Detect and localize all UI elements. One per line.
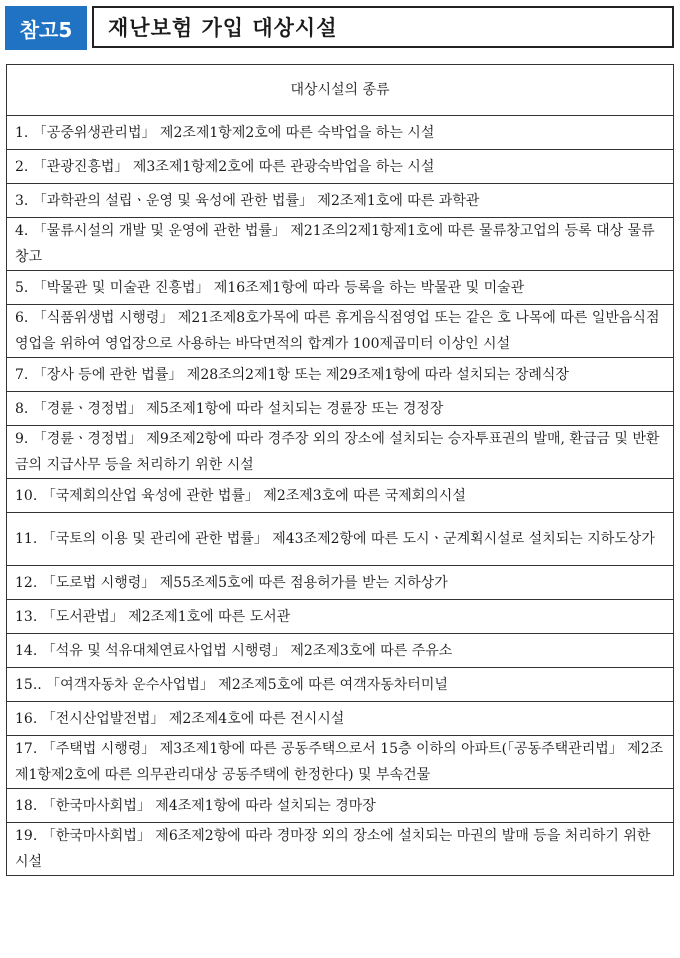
row-text: 12. 「도로법 시행령」 제55조제5호에 따른 점용허가를 받는 지하상가 [7, 566, 674, 600]
row-text: 6. 「식품위생법 시행령」 제21조제8호가목에 따른 휴게음식점영업 또는 같은 호 나목에 따른 일반음식점영업을 위하여 영업장으로 사용하는 바닥면적의 합계가 100제곱미터 이상인 시설 [7, 305, 674, 358]
table-row [7, 150, 674, 184]
row-text: 16. 「전시산업발전법」 제2조제4호에 따른 전시시설 [7, 702, 674, 736]
table-row [7, 823, 674, 876]
table-row [7, 218, 674, 271]
row-text: 18. 「한국마사회법」 제4조제1항에 따라 설치되는 경마장 [7, 789, 674, 823]
table-row [7, 426, 674, 479]
column-header: 대상시설의 종류 [7, 65, 674, 116]
page-header [5, 6, 676, 50]
table-row [7, 634, 674, 668]
row-text: 17. 「주택법 시행령」 제3조제1항에 따른 공동주택으로서 15층 이하의 아파트(「공동주택관리법」 제2조제1항제2호에 따른 의무관리대상 공동주택에 한정한다) 및 부속건물 [7, 736, 674, 789]
table-header-row [7, 65, 674, 116]
table-row [7, 358, 674, 392]
facility-table [6, 64, 674, 876]
row-text: 2. 「관광진흥법」 제3조제1항제2호에 따른 관광숙박업을 하는 시설 [7, 150, 674, 184]
row-text: 15.. 「여객자동차 운수사업법」 제2조제5호에 따른 여객자동차터미널 [7, 668, 674, 702]
row-text: 3. 「과학관의 설립ㆍ운영 및 육성에 관한 법률」 제2조제1호에 따른 과학관 [7, 184, 674, 218]
reference-badge: 참고5 [5, 6, 87, 50]
table-row [7, 566, 674, 600]
table-row [7, 271, 674, 305]
table-row [7, 702, 674, 736]
table-row [7, 513, 674, 566]
table-row [7, 184, 674, 218]
table-row [7, 668, 674, 702]
row-text: 14. 「석유 및 석유대체연료사업법 시행령」 제2조제3호에 따른 주유소 [7, 634, 674, 668]
table-row [7, 479, 674, 513]
row-text: 9. 「경륜ㆍ경정법」 제9조제2항에 따라 경주장 외의 장소에 설치되는 승자투표권의 발매, 환급금 및 반환금의 지급사무 등을 처리하기 위한 시설 [7, 426, 674, 479]
row-text: 13. 「도서관법」 제2조제1호에 따른 도서관 [7, 600, 674, 634]
table-row [7, 392, 674, 426]
page-title: 재난보험 가입 대상시설 [92, 6, 674, 48]
table-row [7, 600, 674, 634]
row-text: 8. 「경륜ㆍ경정법」 제5조제1항에 따라 설치되는 경륜장 또는 경정장 [7, 392, 674, 426]
row-text: 1. 「공중위생관리법」 제2조제1항제2호에 따른 숙박업을 하는 시설 [7, 116, 674, 150]
table-row [7, 789, 674, 823]
row-text: 19. 「한국마사회법」 제6조제2항에 따라 경마장 외의 장소에 설치되는 마권의 발매 등을 처리하기 위한 시설 [7, 823, 674, 876]
row-text: 4. 「물류시설의 개발 및 운영에 관한 법률」 제21조의2제1항제1호에 따른 물류창고업의 등록 대상 물류창고 [7, 218, 674, 271]
table-row [7, 305, 674, 358]
table-row [7, 736, 674, 789]
row-text: 11. 「국토의 이용 및 관리에 관한 법률」 제43조제2항에 따른 도시ㆍ군계획시설로 설치되는 지하도상가 [7, 513, 674, 566]
row-text: 5. 「박물관 및 미술관 진흥법」 제16조제1항에 따라 등록을 하는 박물관 및 미술관 [7, 271, 674, 305]
table-row [7, 116, 674, 150]
row-text: 7. 「장사 등에 관한 법률」 제28조의2제1항 또는 제29조제1항에 따라 설치되는 장례식장 [7, 358, 674, 392]
row-text: 10. 「국제회의산업 육성에 관한 법률」 제2조제3호에 따른 국제회의시설 [7, 479, 674, 513]
